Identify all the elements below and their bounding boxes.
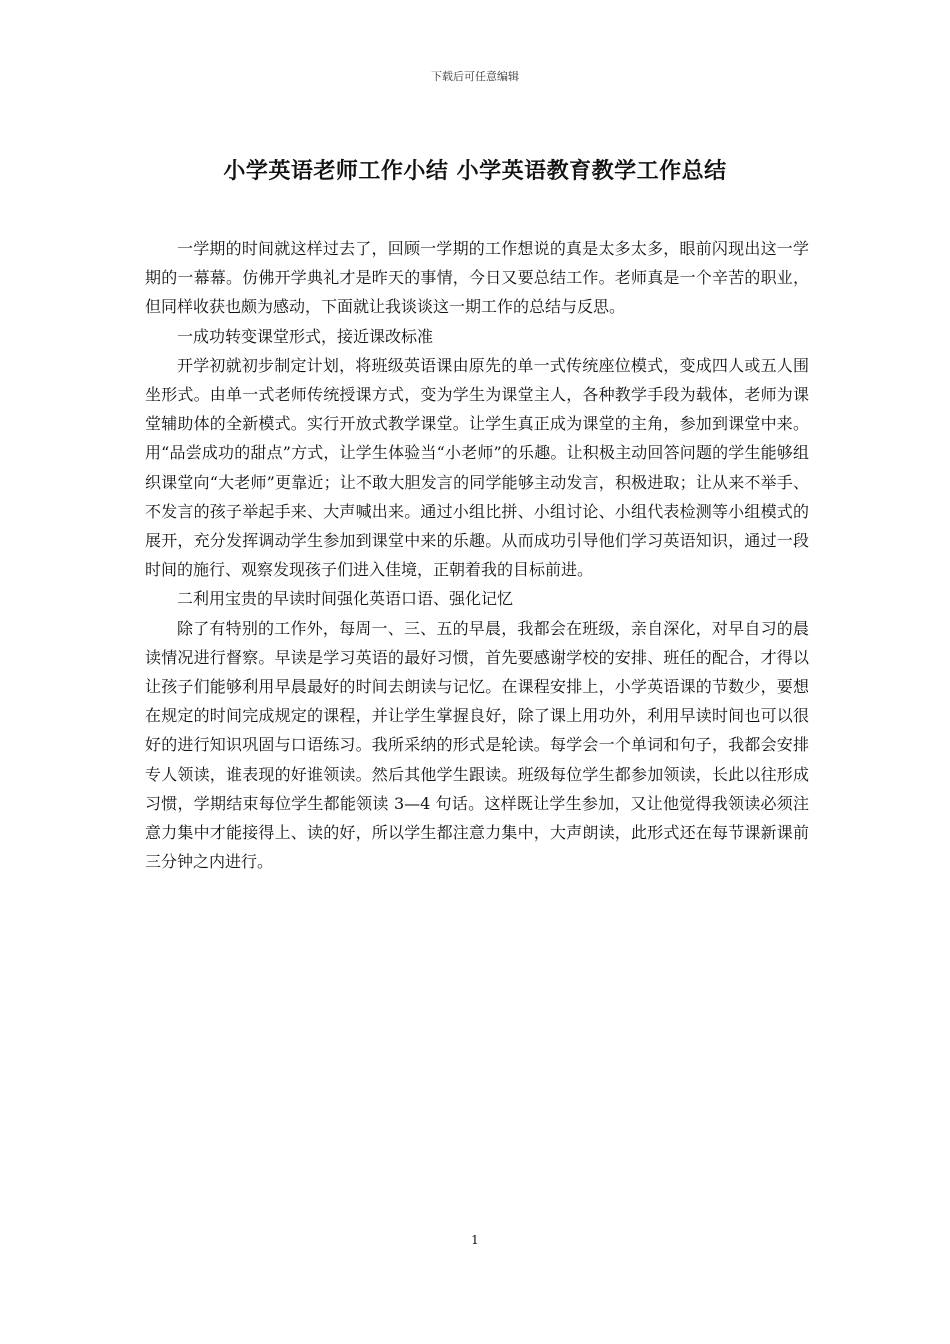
paragraph-intro: 一学期的时间就这样过去了，回顾一学期的工作想说的真是太多太多，眼前闪现出这一学期的一幕幕。仿佛开学典礼才是昨天的事情，今日又要总结工作。老师真是一个辛苦的职业，但同样收获也颇为感动，下面就让我谈谈这一期工作的总结与反思。 [145, 239, 809, 317]
section-heading-2: 二利用宝贵的早读时间强化英语口语、强化记忆 [177, 589, 514, 609]
document-body [145, 234, 809, 876]
paragraph-section-1: 开学初就初步制定计划，将班级英语课由原先的单一式传统座位模式，变成四人或五人围坐形式。由单一式老师传统授课方式，变为学生为课堂主人，各种教学手段为载体，老师为课堂辅助体的全新模式。实行开放式教学课堂。让学生真正成为课堂的主角，参加到课堂中来。用“品尝成功的甜点”方式，让学生体验当“小老师”的乐趣。让积极主动回答问题的学生能够组织课堂向“大老师”更靠近；让不敢大胆发言的同学能够主动发言，积极进取；让从来不举手、不发言的孩子举起手来、大声喊出来。通过小组比拼、小组讨论、小组代表检测等小组模式的展开，充分发挥调动学生参加到课堂中来的乐趣。从而成功引导他们学习英语知识，通过一段时间的施行、观察发现孩子们进入佳境，正朝着我的目标前进。 [145, 355, 809, 580]
paragraph-section-2: 除了有特别的工作外，每周一、三、五的早晨，我都会在班级，亲自深化，对早自习的晨读情况进行督察。早读是学习英语的最好习惯，首先要感谢学校的安排、班任的配合，才得以让孩子们能够利用早晨最好的时间去朗读与记忆。在课程安排上，小学英语课的节数少，要想在规定的时间完成规定的课程，并让学生掌握良好，除了课上用功外，利用早读时间也可以很好的进行知识巩固与口语练习。我所采纳的形式是轮读。每学会一个单词和句子，我都会安排专人领读，谁表现的好谁领读。然后其他学生跟读。班级每位学生都参加领读，长此以往形成习惯，学期结束每位学生都能领读 3—4 句话。这样既让学生参加，又让他觉得我领读必须注意力集中才能接得上、读的好，所以学生都注意力集中，大声朗读，此形式还在每节课新课前三分钟之内进行。 [145, 618, 809, 872]
header-note: 下载后可任意编辑 [431, 70, 519, 83]
document-title: 小学英语老师工作小结 小学英语教育教学工作总结 [223, 158, 727, 184]
section-heading-1: 一成功转变课堂形式，接近课改标准 [177, 326, 434, 346]
page-number: 1 [471, 1233, 479, 1247]
